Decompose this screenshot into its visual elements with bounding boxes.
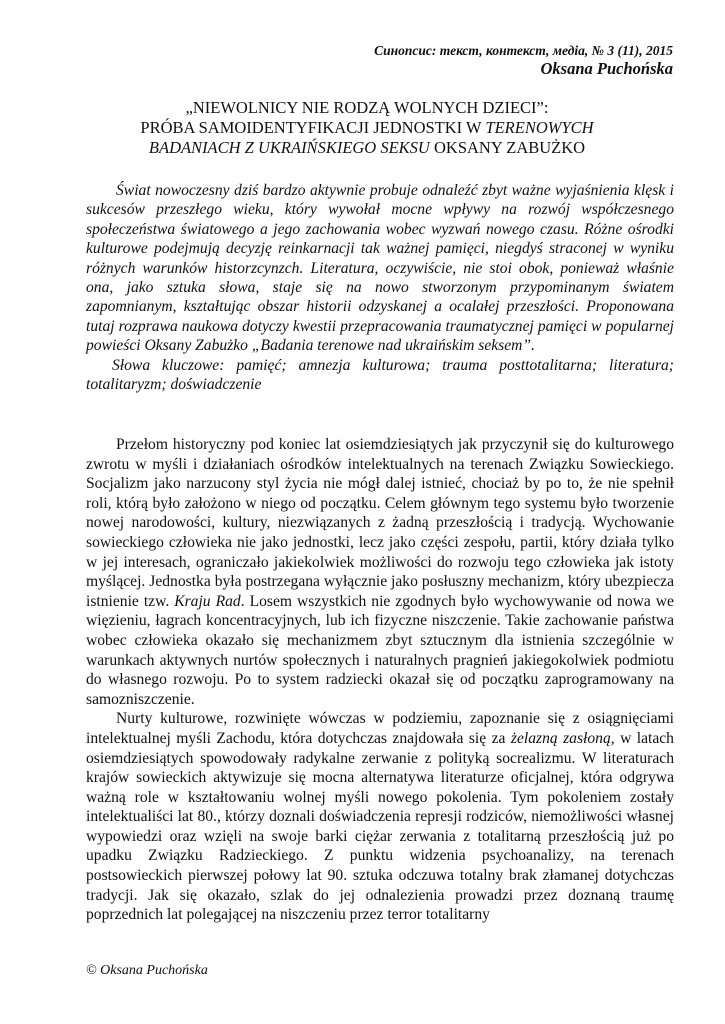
abstract-text: Świat nowoczesny dziś bardzo aktywnie probuje odnaleźć zbyt ważne wyjaśnienia klęsk i sukcesów przeszłego wieku, który wywołał mocne wpływy na rozwój współczesnego społeczeństwa światowego a jego zachowania wobec wyzwań nowego czasu. Różne ośrodki kulturowe podejmują decyzję reinkarnacji tak ważnej pamięci, niegdyś straconej w wyniku różnych warunków historzcynzch. Literatura, oczywiście, nie stoi obok, ponieważ właśnie ona, jako sztuka słowa, staje się na nowo stworzonym przypominanym światem zapomnianym, kształtując obszar historii odzyskanej a ocalałej przeszłości. Proponowana tutaj rozprawa naukowa dotyczy kwestii przepracowania traumatycznej pamięci w popularnej powieści Oksany Zabużko „Badania terenowe nad ukraińskim seksem”. (86, 182, 674, 355)
paragraph-2-part-b: w latach osiemdziesiątych spowodowały radykalne zerwanie z polityką socrealizmu. W literaturach krajów sowieckich aktywizuje się mocna alternatywa literaturze oficjalnej, która odgrywa ważną role w kształtowaniu wolnej myśli nowego pokolenia. Tym pokoleniem zostały intelektualiści lat 80., którzy doznali doświadczenia represji rodziców, niemożliwości własnej wypowiedzi oraz wzięli na swoje barki ciężar zerwania z totalitarną przeszłością już po upadku Związku Radzieckiego. Z punktu widzenia psychoanalizy, na terenach postsowieckich pierwszej połowy lat 90. sztuka odczuwa totalny brak złamanej dotychczas tradycji. Jak się okazało, szlak do jej odnalezienia prowadzi przez doznaną traumę poprzednich lat polegającej na niszczeniu przez terror totalitarny (86, 729, 674, 924)
paragraph-1-italic: Kraju Rad (174, 592, 241, 610)
copyright-footer: © Oksana Puchońska (86, 963, 208, 978)
title-line-3-plain: OKSANY ZABUŻKO (429, 138, 586, 157)
article-title (60, 98, 674, 158)
title-line-2 (60, 118, 674, 138)
keywords: Słowa kluczowe: pamięć; amnezja kulturowa; trauma posttotalitarna; literatura; totalitaryzm; doświadczenie (86, 356, 674, 394)
author-name: Oksana Puchońska (540, 59, 673, 78)
title-line-3 (60, 138, 674, 158)
title-line-3-italic: BADANIACH Z UKRAIŃSKIEGO SEKSU (148, 138, 430, 157)
paragraph-2-part-a: Nurty kulturowe, rozwinięte wówczas w podziemiu, zapoznanie się z osiągnięciami intelektualnej myśli Zachodu, która dotychczas znajdowała się za (86, 710, 674, 747)
title-line-2-italic: TERENOWYCH (485, 118, 594, 137)
title-line-1: „NIEWOLNICY NIE RODZĄ WOLNYCH DZIECI”: (185, 98, 549, 117)
abstract (86, 181, 674, 394)
journal-header: Синопсис: текст, контекст, медіа, № 3 (11), 2015 (374, 43, 673, 58)
article-body (86, 435, 674, 925)
paragraph-1 (86, 435, 674, 709)
paragraph-1-part-a: Przełom historyczny pod koniec lat osiemdziesiątych jak przyczynił się do kulturowego zwrotu w myśli i działaniach ośrodków intelektualnych na terenach Związku Sowieckiego. Socjalizm jako narzucony styl życia nie mógł dalej istnieć, chociaż by po to, że nie spełnił roli, którą było założono w niego od początku. Celem głównym tego systemu było tworzenie nowej narodowości, kultury, niezwiązanych z żadną przeszłością i tradycją. Wychowanie sowieckiego człowieka nie jako jednostki, lecz jako części zespołu, partii, który działa tylko w jej interesach, ograniczało jakiekolwiek możliwości do rozwoju tego człowieka jak istoty myślącej. Jednostka była postrzegana wyłącznie jako posłuszny mechanizm, który ubezpiecza istnienie tzw. (86, 436, 674, 610)
title-line-2-plain: PRÓBA SAMOIDENTYFIKACJI JEDNOSTKI W (140, 118, 486, 137)
paragraph-2 (86, 709, 674, 925)
paragraph-2-italic: żelazną zasłoną, (510, 729, 615, 747)
paragraph-1-part-b: . Losem wszystkich nie zgodnych było wychowywanie od nowa we więzieniu, łagrach koncentracyjnych, lub ich fizyczne niszczenie. Takie zachowanie państwa wobec człowieka okazało się mechanizmem zbyt sztucznym dla istnienia szczególnie w warunkach aktywnych nurtów społecznych i naturalnych pragnień jakiegokolwiek podmiotu do własnego rozwoju. Po to system radziecki okazał się od początku zaprogramowany na samozniszczenie. (86, 592, 674, 708)
